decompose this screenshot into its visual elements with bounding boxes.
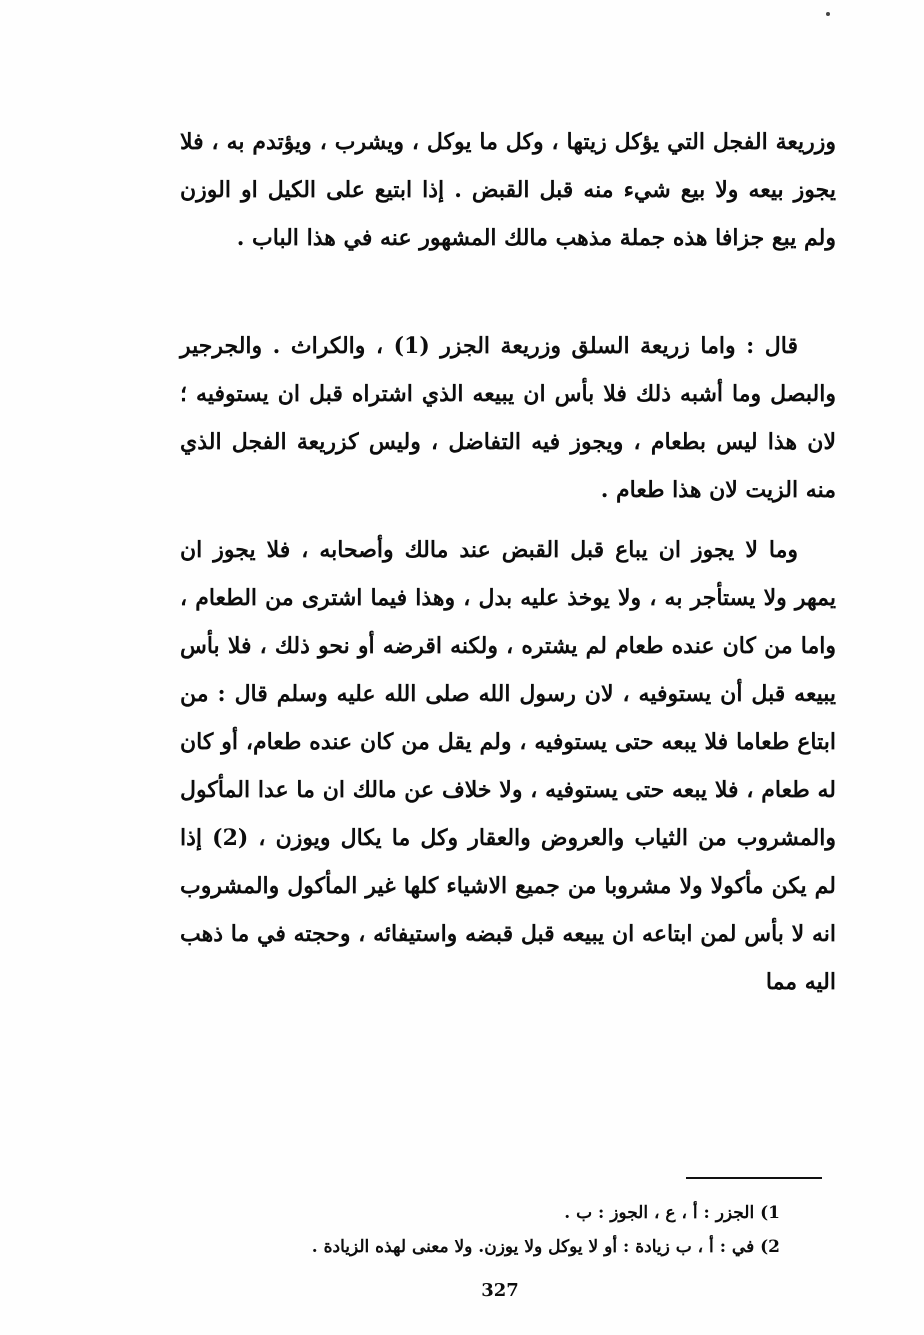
footnotes bbox=[150, 1196, 780, 1264]
body-paragraph-2: قال : واما زريعة السلق وزريعة الجزر (1) ، والكراث . والجرجير والبصل وما أشبه ذلك فلا بأس ان يبيعه الذي اشتراه قبل ان يستوفيه ؛ لان هذا ليس بطعام ، ويجوز فيه التفاضل ، وليس كزريعة الفجل الذي منه الزيت لان هذا طعام . bbox=[180, 333, 836, 503]
footnote-1: 1) الجزر : أ ، ع ، الجوز : ب . bbox=[564, 1203, 780, 1223]
footnote-separator bbox=[686, 1177, 822, 1179]
scan-speck bbox=[826, 12, 830, 16]
body-paragraph-1: وزريعة الفجل التي يؤكل زيتها ، وكل ما يوكل ، ويشرب ، ويؤتدم به ، فلا يجوز بيعه ولا بيع شيء منه قبل القبض . إذا ابتيع على الكيل او الوزن ولم يبع جزافا هذه جملة مذهب مالك المشهور عنه في هذا الباب . bbox=[180, 129, 836, 251]
page-number: 327 bbox=[481, 1280, 519, 1301]
footnote-2: 2) في : أ ، ب زيادة : أو لا يوكل ولا يوزن. ولا معنى لهذه الزيادة . bbox=[311, 1237, 780, 1257]
body-paragraph-3: وما لا يجوز ان يباع قبل القبض عند مالك وأصحابه ، فلا يجوز ان يمهر ولا يستأجر به ، ولا يوخذ عليه بدل ، وهذا فيما اشترى من الطعام ، واما من كان عنده طعام لم يشتره ، ولكنه اقرضه أو نحو ذلك ، فلا بأس يبيعه قبل أن يستوفيه ، لان رسول الله صلى الله عليه وسلم قال : من ابتاع طعاما فلا يبعه حتى يستوفيه ، ولم يقل من كان عنده طعام، أو كان له طعام ، فلا يبعه حتى يستوفيه ، ولا خلاف عن مالك ان ما عدا المأكول والمشروب من الثياب والعروض والعقار وكل ما يكال ويوزن ، (2) إذا لم يكن مأكولا ولا مشروبا من جميع الاشياء كلها غير المأكول والمشروب انه لا بأس لمن ابتاعه ان يبيعه قبل قبضه واستيفائه ، وحجته في ما ذهب اليه مما bbox=[180, 537, 836, 995]
